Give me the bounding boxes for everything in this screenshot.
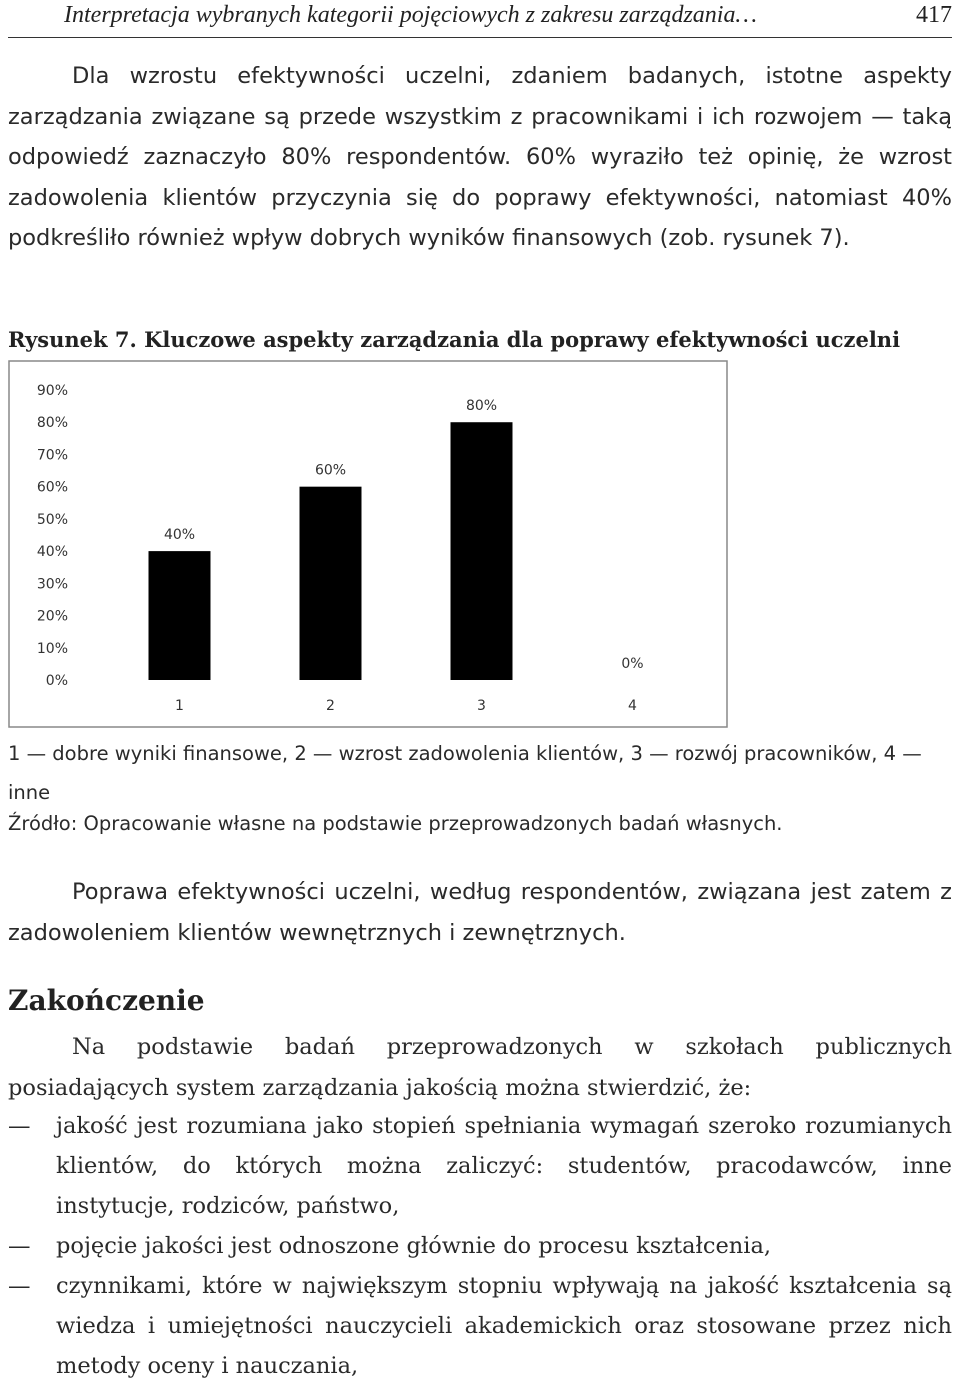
section-heading: Zakończenie bbox=[8, 984, 205, 1017]
x-tick-label: 1 bbox=[175, 698, 184, 714]
chart-frame bbox=[9, 361, 727, 727]
y-tick-label: 90% bbox=[36, 383, 68, 399]
y-tick-label: 10% bbox=[36, 640, 68, 657]
paragraph-results-text: Dla wzrostu efektywności uczelni, zdaniem badanych, istotne aspekty zarządzania związane są przede wszystkim z pracownikami i ich rozwojem — taką odpowiedź zaznaczyło 80% respondentów. 60% wyraziło też opinię, że wzrost zadowolenia klientów przyczynia się do poprawy efektywności, natomiast 40% podkreśliło również wpływ dobrych wyników finansowych (zob. rysunek 7). bbox=[8, 63, 952, 251]
list-item bbox=[8, 1226, 952, 1266]
bar bbox=[149, 551, 211, 680]
section-intro-text: Na podstawie badań przeprowadzonych w szkołach publicznych posiadających system zarządzania jakością można stwierdzić, że: bbox=[8, 1034, 952, 1101]
section-intro bbox=[8, 1027, 952, 1108]
list-item bbox=[8, 1266, 952, 1386]
x-tick-label: 4 bbox=[628, 698, 637, 714]
list-item-text: jakość jest rozumiana jako stopień spełniania wymagań szeroko rozumianych klientów, do których można zaliczyć: studentów, pracodawców, inne instytucje, rodziców, państwo, bbox=[56, 1113, 952, 1219]
running-title: Interpretacja wybranych kategorii pojęciowych z zakresu zarządzania… bbox=[64, 2, 757, 28]
running-header bbox=[8, 0, 952, 38]
list-dash: — bbox=[8, 1233, 31, 1259]
y-tick-label: 70% bbox=[36, 447, 68, 464]
figure-caption: Rysunek 7. Kluczowe aspekty zarządzania dla poprawy efektywności uczelni bbox=[8, 327, 901, 352]
data-label: 80% bbox=[465, 398, 498, 415]
list-item-text: pojęcie jakości jest odnoszone głównie do procesu kształcenia, bbox=[56, 1233, 772, 1259]
data-label: 0% bbox=[621, 656, 644, 672]
y-tick-label: 50% bbox=[36, 511, 68, 528]
y-tick-label: 30% bbox=[36, 576, 68, 593]
figure-legend-note: 1 — dobre wyniki finansowe, 2 — wzrost zadowolenia klientów, 3 — rozwój pracowników, 4 — inne bbox=[8, 742, 922, 804]
page-number: 417 bbox=[916, 2, 952, 28]
list-item-text: czynnikami, które w największym stopniu wpływają na jakość kształcenia są wiedza i umiejętności nauczycieli akademickich oraz stosowane przez nich metody oceny i nauczania, bbox=[56, 1273, 952, 1379]
paragraph-conclusion-link-text: Poprawa efektywności uczelni, według respondentów, związana jest zatem z zadowoleniem klientów wewnętrznych i zewnętrznych. bbox=[8, 879, 952, 946]
y-tick-label: 0% bbox=[45, 673, 68, 689]
figure-source: Źródło: Opracowanie własne na podstawie przeprowadzonych badań własnych. bbox=[8, 812, 783, 835]
bar-chart bbox=[8, 360, 732, 728]
x-tick-label: 3 bbox=[477, 698, 486, 714]
data-label: 40% bbox=[163, 527, 196, 544]
y-tick-label: 40% bbox=[36, 544, 68, 561]
y-tick-label: 60% bbox=[36, 479, 68, 496]
paragraph-results bbox=[8, 56, 952, 259]
bar bbox=[451, 422, 513, 680]
y-tick-label: 80% bbox=[36, 415, 68, 432]
list-dash: — bbox=[8, 1273, 31, 1299]
bar bbox=[300, 487, 362, 680]
data-label: 60% bbox=[314, 462, 347, 479]
list-dash: — bbox=[8, 1113, 31, 1139]
x-tick-label: 2 bbox=[326, 698, 335, 714]
list-item bbox=[8, 1106, 952, 1226]
paragraph-conclusion-link bbox=[8, 872, 952, 953]
y-tick-label: 20% bbox=[36, 608, 68, 625]
conclusions-list bbox=[8, 1106, 952, 1386]
